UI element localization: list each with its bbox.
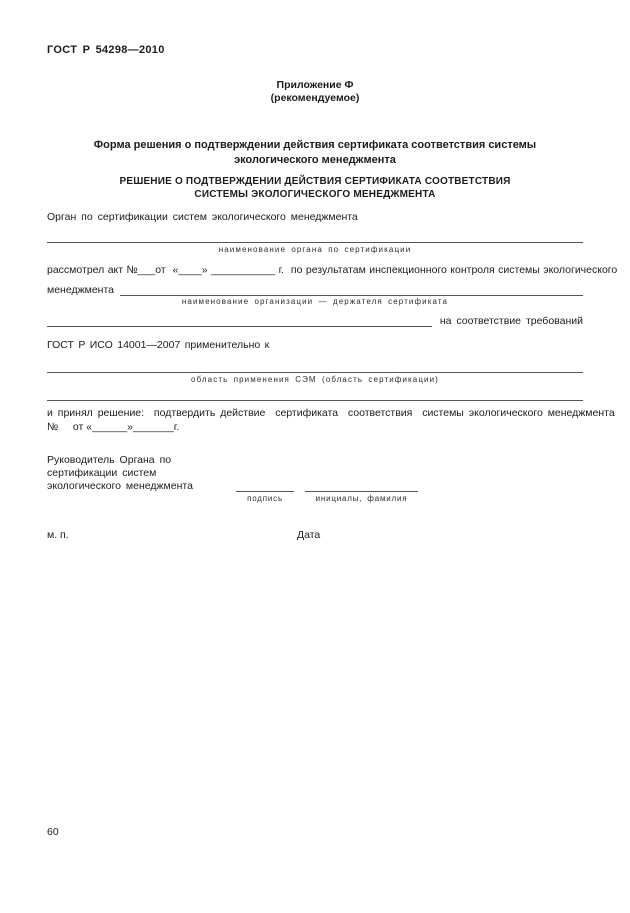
decision-title	[47, 175, 583, 201]
decision-paragraph-line1: и принял решение: подтвердить действие сертификата соответствия системы экологического менеджмента	[47, 407, 615, 419]
decision-paragraph-line2: № от «______»_______г.	[47, 420, 180, 433]
signer-role-block	[47, 454, 193, 493]
blank-line-scope-2	[47, 400, 583, 401]
management-word: менеджмента	[47, 284, 115, 296]
blank-line-compliance	[47, 314, 432, 327]
compliance-text: на соответствие требований	[439, 315, 583, 327]
stamp-place-label: м. п.	[47, 529, 69, 541]
management-blank-row	[47, 283, 583, 296]
gost-reference-line: ГОСТ Р ИСО 14001—2007 применительно к	[47, 339, 270, 351]
signer-role-line1: Руководитель Органа по	[47, 454, 172, 466]
signature-caption: подпись	[247, 494, 283, 503]
date-label: Дата	[297, 529, 321, 541]
appendix-subtitle: (рекомендуемое)	[270, 92, 360, 104]
holder-name-caption: наименование организации — держателя сертификата	[181, 297, 449, 306]
blank-line-scope-1	[47, 372, 583, 373]
certification-body-label: Орган по сертификации систем экологического менеджмента	[47, 211, 358, 223]
blank-line-holder-name	[120, 283, 583, 296]
signer-role-line2: сертификации систем	[47, 467, 157, 479]
signature-blank-line	[236, 491, 294, 492]
form-title-line1: Форма решения о подтверждении действия сертификата соответствия системы	[93, 139, 537, 151]
compliance-row	[47, 314, 583, 327]
name-blank-line	[305, 491, 418, 492]
form-title-line2: экологического менеджмента	[234, 154, 396, 166]
form-title	[47, 138, 583, 168]
blank-line-org-name	[47, 242, 583, 243]
appendix-heading	[47, 79, 583, 105]
appendix-title: Приложение Ф	[276, 79, 354, 91]
scope-caption: область применения СЭМ (область сертификации)	[191, 375, 439, 384]
name-caption: инициалы, фамилия	[315, 494, 408, 503]
page-number: 60	[47, 826, 59, 838]
decision-title-line2: СИСТЕМЫ ЭКОЛОГИЧЕСКОГО МЕНЕДЖМЕНТА	[194, 189, 436, 200]
org-name-caption: наименование органа по сертификации	[218, 245, 412, 254]
decision-paragraph	[47, 407, 615, 434]
signer-role-line3: экологического менеджмента	[47, 480, 193, 492]
decision-title-line1: РЕШЕНИЕ О ПОДТВЕРЖДЕНИИ ДЕЙСТВИЯ СЕРТИФИКАТА СООТВЕТСТВИЯ	[119, 176, 511, 187]
reviewed-act-line: рассмотрел акт №___от «____» ___________ г. по результатам инспекционного контроля системы экологического	[47, 264, 618, 276]
standard-number-header: ГОСТ Р 54298—2010	[47, 44, 165, 56]
